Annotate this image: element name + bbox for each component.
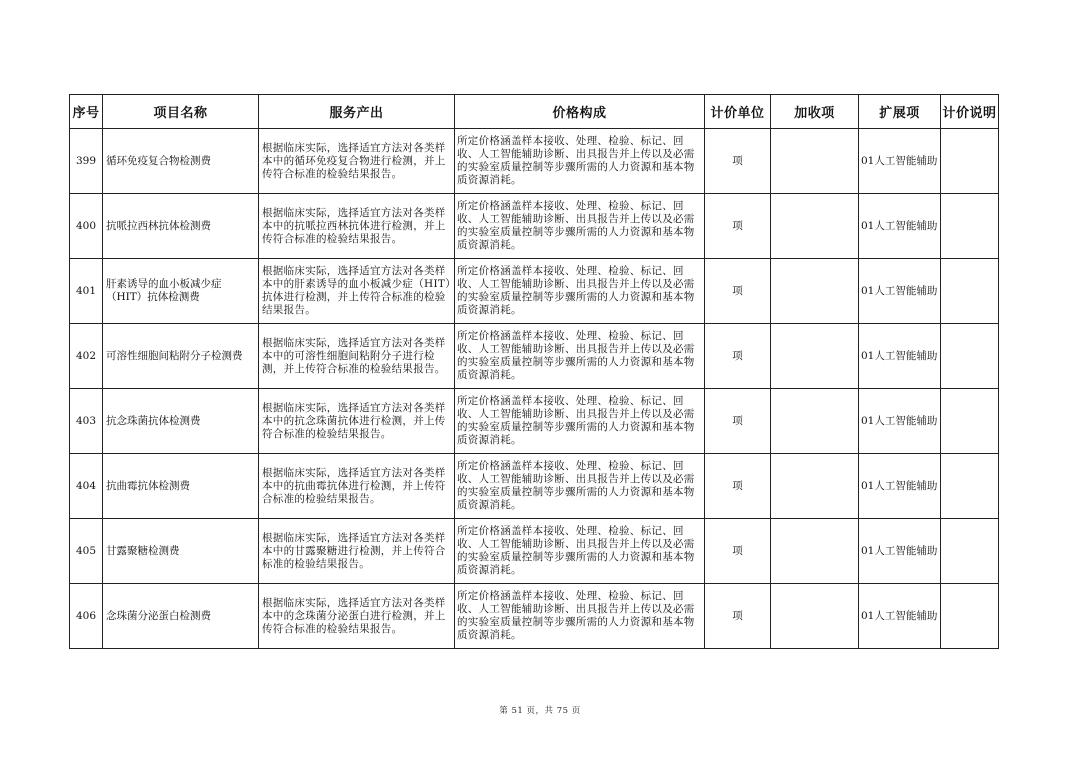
cell-pricing-unit: 项	[705, 454, 771, 519]
cell-extension: 01人工智能辅助	[859, 454, 941, 519]
cell-serial-no: 402	[70, 324, 103, 389]
header-surcharge: 加收项	[771, 95, 859, 129]
table-row	[70, 519, 999, 584]
cell-extension: 01人工智能辅助	[859, 129, 941, 194]
header-pricing-unit: 计价单位	[705, 95, 771, 129]
cell-price-composition: 所定价格涵盖样本接收、处理、检验、标记、回收、人工智能辅助诊断、出具报告并上传以及必需的实验室质量控制等步骤所需的人力资源和基本物质资源消耗。	[455, 389, 705, 454]
cell-service-output: 根据临床实际，选择适宜方法对各类样本中的念珠菌分泌蛋白进行检测，并上传符合标准的检验结果报告。	[259, 584, 455, 649]
cell-price-composition: 所定价格涵盖样本接收、处理、检验、标记、回收、人工智能辅助诊断、出具报告并上传以及必需的实验室质量控制等步骤所需的人力资源和基本物质资源消耗。	[455, 454, 705, 519]
cell-extension: 01人工智能辅助	[859, 194, 941, 259]
cell-item-name: 可溶性细胞间粘附分子检测费	[103, 324, 259, 389]
cell-service-output: 根据临床实际，选择适宜方法对各类样本中的抗曲霉抗体进行检测，并上传符合标准的检验结果报告。	[259, 454, 455, 519]
fee-table	[69, 94, 999, 649]
cell-surcharge	[771, 389, 859, 454]
header-service-output: 服务产出	[259, 95, 455, 129]
cell-price-composition: 所定价格涵盖样本接收、处理、检验、标记、回收、人工智能辅助诊断、出具报告并上传以及必需的实验室质量控制等步骤所需的人力资源和基本物质资源消耗。	[455, 519, 705, 584]
cell-item-name: 循环免疫复合物检测费	[103, 129, 259, 194]
cell-pricing-note	[941, 584, 999, 649]
cell-item-name: 念珠菌分泌蛋白检测费	[103, 584, 259, 649]
cell-item-name: 抗念珠菌抗体检测费	[103, 389, 259, 454]
cell-extension: 01人工智能辅助	[859, 584, 941, 649]
cell-surcharge	[771, 129, 859, 194]
cell-price-composition: 所定价格涵盖样本接收、处理、检验、标记、回收、人工智能辅助诊断、出具报告并上传以及必需的实验室质量控制等步骤所需的人力资源和基本物质资源消耗。	[455, 584, 705, 649]
cell-extension: 01人工智能辅助	[859, 324, 941, 389]
table-row	[70, 454, 999, 519]
cell-serial-no: 399	[70, 129, 103, 194]
page-number-footer: 第 51 页，共 75 页	[499, 706, 581, 716]
cell-service-output: 根据临床实际，选择适宜方法对各类样本中的可溶性细胞间粘附分子进行检测，并上传符合标准的检验结果报告。	[259, 324, 455, 389]
cell-surcharge	[771, 584, 859, 649]
cell-surcharge	[771, 454, 859, 519]
cell-serial-no: 403	[70, 389, 103, 454]
cell-price-composition: 所定价格涵盖样本接收、处理、检验、标记、回收、人工智能辅助诊断、出具报告并上传以及必需的实验室质量控制等步骤所需的人力资源和基本物质资源消耗。	[455, 259, 705, 324]
cell-serial-no: 404	[70, 454, 103, 519]
header-pricing-note: 计价说明	[941, 95, 999, 129]
cell-serial-no: 401	[70, 259, 103, 324]
cell-pricing-unit: 项	[705, 129, 771, 194]
cell-pricing-note	[941, 389, 999, 454]
cell-pricing-note	[941, 454, 999, 519]
cell-pricing-unit: 项	[705, 584, 771, 649]
cell-price-composition: 所定价格涵盖样本接收、处理、检验、标记、回收、人工智能辅助诊断、出具报告并上传以及必需的实验室质量控制等步骤所需的人力资源和基本物质资源消耗。	[455, 129, 705, 194]
table-row	[70, 259, 999, 324]
cell-pricing-note	[941, 324, 999, 389]
cell-pricing-note	[941, 519, 999, 584]
cell-service-output: 根据临床实际，选择适宜方法对各类样本中的抗念珠菌抗体进行检测，并上传符合标准的检验结果报告。	[259, 389, 455, 454]
table-row	[70, 389, 999, 454]
cell-pricing-unit: 项	[705, 389, 771, 454]
cell-price-composition: 所定价格涵盖样本接收、处理、检验、标记、回收、人工智能辅助诊断、出具报告并上传以及必需的实验室质量控制等步骤所需的人力资源和基本物质资源消耗。	[455, 194, 705, 259]
table-row	[70, 584, 999, 649]
cell-serial-no: 405	[70, 519, 103, 584]
cell-pricing-note	[941, 194, 999, 259]
header-item-name: 项目名称	[103, 95, 259, 129]
cell-service-output: 根据临床实际，选择适宜方法对各类样本中的肝素诱导的血小板减少症（HIT）抗体进行检测，并上传符合标准的检验结果报告。	[259, 259, 455, 324]
cell-pricing-note	[941, 129, 999, 194]
header-extension: 扩展项	[859, 95, 941, 129]
cell-pricing-unit: 项	[705, 194, 771, 259]
cell-pricing-unit: 项	[705, 324, 771, 389]
cell-pricing-unit: 项	[705, 259, 771, 324]
table-header-row	[70, 95, 999, 129]
cell-price-composition: 所定价格涵盖样本接收、处理、检验、标记、回收、人工智能辅助诊断、出具报告并上传以及必需的实验室质量控制等步骤所需的人力资源和基本物质资源消耗。	[455, 324, 705, 389]
cell-pricing-note	[941, 259, 999, 324]
cell-item-name: 肝素诱导的血小板减少症（HIT）抗体检测费	[103, 259, 259, 324]
header-serial-no: 序号	[70, 95, 103, 129]
table-row	[70, 129, 999, 194]
cell-serial-no: 406	[70, 584, 103, 649]
cell-service-output: 根据临床实际，选择适宜方法对各类样本中的循环免疫复合物进行检测，并上传符合标准的检验结果报告。	[259, 129, 455, 194]
cell-item-name: 抗哌拉西林抗体检测费	[103, 194, 259, 259]
cell-item-name: 抗曲霉抗体检测费	[103, 454, 259, 519]
cell-pricing-unit: 项	[705, 519, 771, 584]
cell-service-output: 根据临床实际，选择适宜方法对各类样本中的抗哌拉西林抗体进行检测，并上传符合标准的检验结果报告。	[259, 194, 455, 259]
cell-extension: 01人工智能辅助	[859, 259, 941, 324]
cell-surcharge	[771, 324, 859, 389]
cell-extension: 01人工智能辅助	[859, 519, 941, 584]
cell-extension: 01人工智能辅助	[859, 389, 941, 454]
table-row	[70, 194, 999, 259]
cell-serial-no: 400	[70, 194, 103, 259]
cell-surcharge	[771, 194, 859, 259]
cell-item-name: 甘露聚糖检测费	[103, 519, 259, 584]
header-price-composition: 价格构成	[455, 95, 705, 129]
cell-service-output: 根据临床实际，选择适宜方法对各类样本中的甘露聚糖进行检测，并上传符合标准的检验结果报告。	[259, 519, 455, 584]
cell-surcharge	[771, 519, 859, 584]
cell-surcharge	[771, 259, 859, 324]
table-row	[70, 324, 999, 389]
